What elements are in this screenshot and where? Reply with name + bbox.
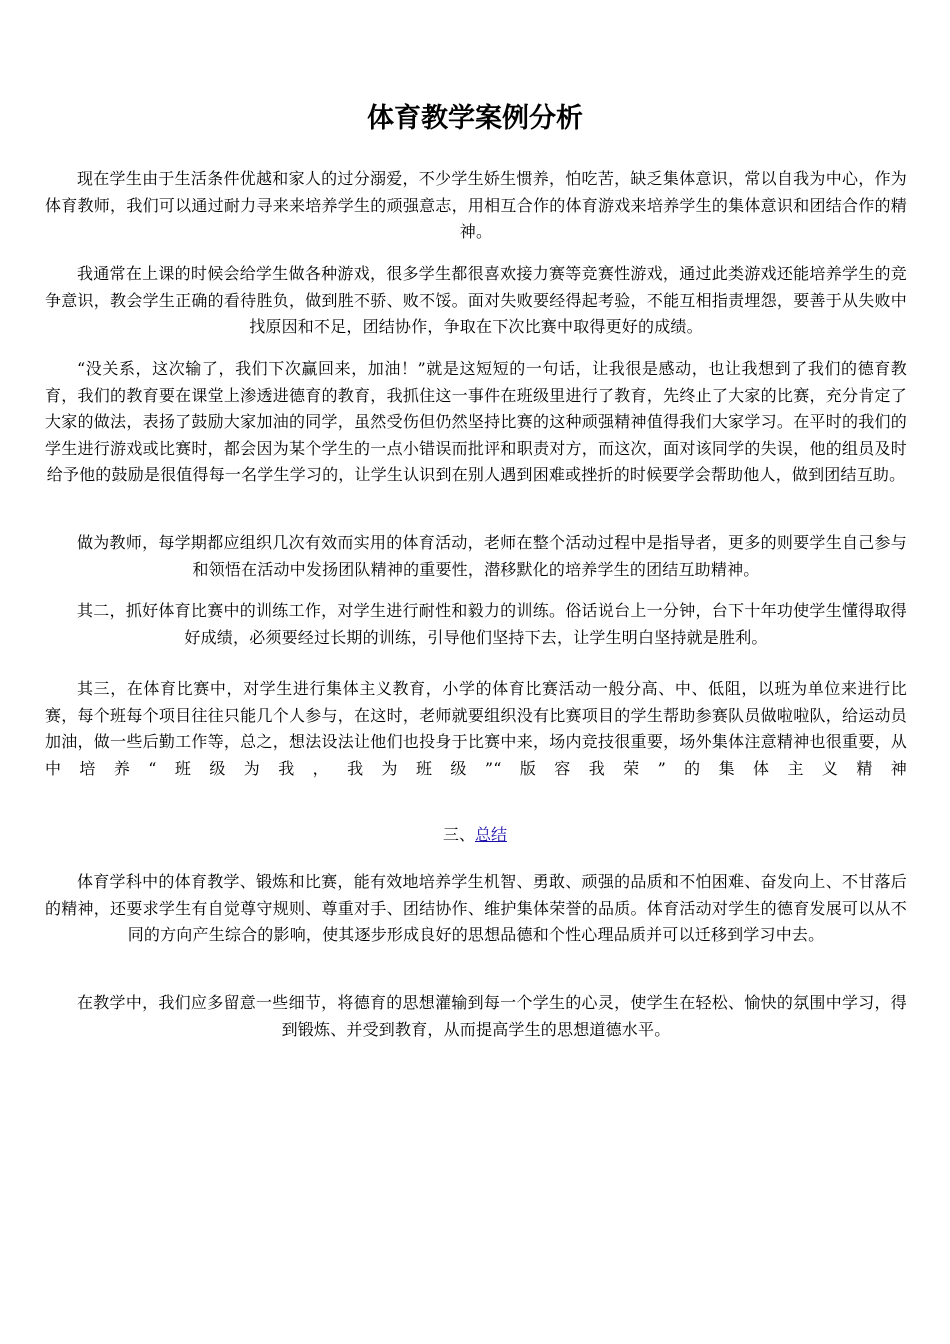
paragraph-summary-1: 体育学科中的体育教学、锻炼和比赛，能有效地培养学生机智、勇敢、顽强的品质和不怕困难、奋发向上、不甘落后的精神，还要求学生有自觉尊守规则、尊重对手、团结协作、维护集体荣誉的品质。体育活动对学生的德育发展可以从不同的方向产生综合的影响，使其逐步形成良好的思想品德和个性心理品质并可以迁移到学习中去。 xyxy=(45,872,907,944)
paragraph-collectivism: 其三，在体育比赛中，对学生进行集体主义教育，小学的体育比赛活动一般分高、中、低阻，以班为单位来进行比赛，每个班每个项目往往只能几个人参与，在这时，老师就要组织没有比赛项目的学生帮助参赛队员做啦啦队，给运动员加油，做一些后勤工作等，总之，想法设法让他们也投身于比赛中来，场内竞技很重要，场外集体注意精神也很重要，从中培养“班级为我，我为班级”“版容我荣”的集体主义精神 xyxy=(45,679,907,778)
section-prefix: 三、 xyxy=(442,825,475,844)
paragraph-moral-education: “没关系，这次输了，我们下次赢回来，加油！”就是这短短的一句话，让我很是感动，也让我想到了我们的德育教育，我们的教育要在课堂上渗透进德育的教育，我抓住这一事件在班级里进行了教育，先终止了大家的比赛，充分肯定了大家的做法，表扬了鼓励大家加油的同学，虽然受伤但仍然坚持比赛的这种顽强精神值得我们大家学习。在平时的我们的学生进行游戏或比赛时，都会因为某个学生的一点小错误而批评和职责对方，而这次，面对该同学的失误，他的组员及时给予他的鼓励是很值得每一名学生学习的，让学生认识到在别人遇到困难或挫折的时候要学会帮助他人，做到团结互助。 xyxy=(45,359,907,484)
paragraph-intro: 现在学生由于生活条件优越和家人的过分溺爱，不少学生娇生惯养，怕吃苦，缺乏集体意识，常以自我为中心，作为体育教师，我们可以通过耐力寻来来培养学生的顽强意志，用相互合作的体育游戏来培养学生的集体意识和团结合作的精神。 xyxy=(45,169,907,241)
paragraph-training: 其二，抓好体育比赛中的训练工作，对学生进行耐性和毅力的训练。俗话说台上一分钟，台下十年功使学生懂得取得好成绩，必须要经过长期的训练，引导他们坚持下去，让学生明白坚持就是胜利。 xyxy=(77,601,907,647)
section-heading-summary xyxy=(0,822,950,848)
paragraph-games: 我通常在上课的时候会给学生做各种游戏，很多学生都很喜欢接力赛等竞赛性游戏，通过此类游戏还能培养学生的竞争意识，教会学生正确的看待胜负，做到胜不骄、败不馁。面对失败要经得起考验，不能互相指责埋怨，要善于从失败中找原因和不足，团结协作，争取在下次比赛中取得更好的成绩。 xyxy=(45,264,907,336)
summary-link[interactable]: 总结 xyxy=(475,825,508,844)
paragraph-summary-2: 在教学中，我们应多留意一些细节，将德育的思想灌输到每一个学生的心灵，使学生在轻松、愉快的氛围中学习，得到锻炼、并受到教育，从而提高学生的思想道德水平。 xyxy=(77,993,907,1039)
paragraph-teacher-role: 做为教师，每学期都应组织几次有效而实用的体育活动，老师在整个活动过程中是指导者，更多的则要学生自己参与和领悟在活动中发扬团队精神的重要性，潜移默化的培养学生的团结互助精神。 xyxy=(77,533,907,579)
document-title: 体育教学案例分析 xyxy=(367,103,583,134)
